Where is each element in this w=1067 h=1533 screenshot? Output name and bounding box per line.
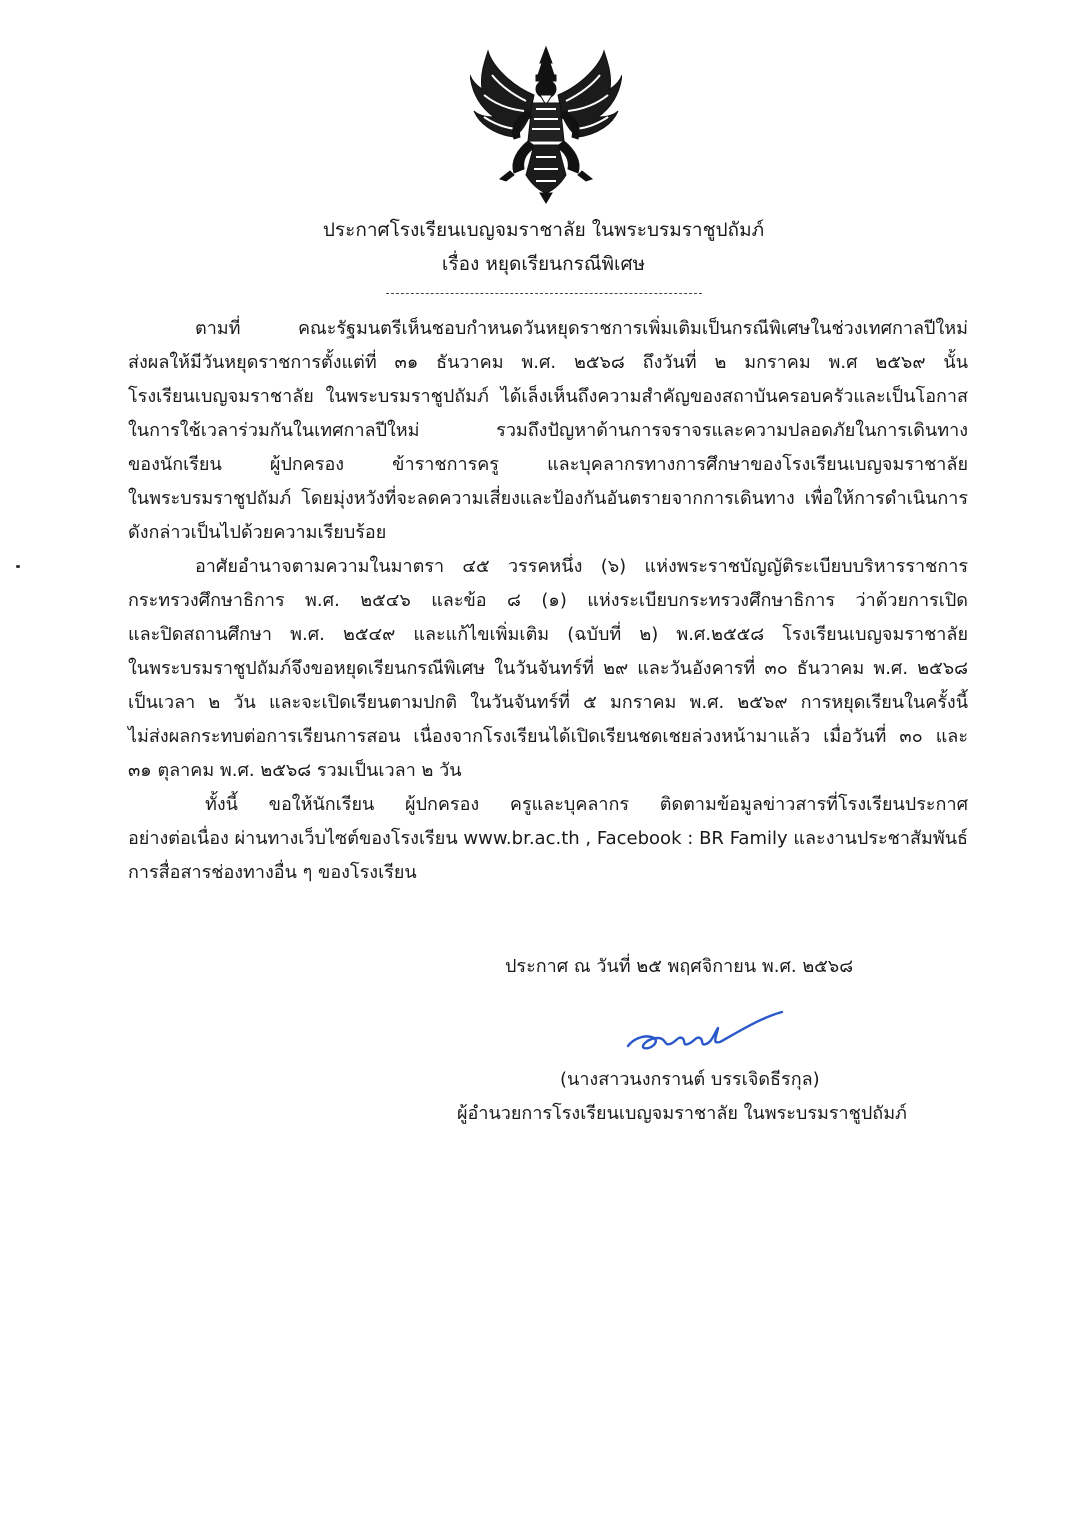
garuda-emblem-icon [470, 45, 622, 205]
paragraph-3-line: การสื่อสารช่องทางอื่น ๆ ของโรงเรียน [128, 862, 417, 883]
signer-title: ผู้อำนวยการโรงเรียนเบญจมราชาลัย ในพระบรมราชูปถัมภ์ [457, 1103, 907, 1124]
paragraph-2-line: ในพระบรมราชูปถัมภ์จึงขอหยุดเรียนกรณีพิเศษ ในวันจันทร์ที่ ๒๙ และวันอังคารที่ ๓๐ ธันวาคม พ.ศ. ๒๕๖๘ [128, 658, 969, 679]
paragraph-1-line: ในการใช้เวลาร่วมกันในเทศกาลปีใหม่ รวมถึงปัญหาด้านการจราจรและความปลอดภัยในการเดินทาง [128, 420, 968, 441]
paragraph-3-line: อย่างต่อเนื่อง ผ่านทางเว็บไซต์ของโรงเรียน www.br.ac.th , Facebook : BR Family และงานประชาสัมพันธ์ [128, 828, 968, 849]
paragraph-1-line: ของนักเรียน ผู้ปกครอง ข้าราชการครู และบุคลากรทางการศึกษาของโรงเรียนเบญจมราชาลัย [128, 454, 968, 475]
heading-divider [386, 293, 702, 294]
paragraph-1-line: ดังกล่าวเป็นไปด้วยความเรียบร้อย [128, 522, 387, 543]
paragraph-3-line: ทั้งนี้ ขอให้นักเรียน ผู้ปกครอง ครูและบุคลากร ติดตามข้อมูลข่าวสารที่โรงเรียนประกาศ [205, 794, 968, 815]
paragraph-1-line: ในพระบรมราชูปถัมภ์ โดยมุ่งหวังที่จะลดความเสี่ยงและป้องกันอันตรายจากการเดินทาง เพื่อให้การดำเนินการ [128, 488, 968, 509]
scan-speck [16, 565, 20, 568]
paragraph-2-line: และปิดสถานศึกษา พ.ศ. ๒๕๔๙ และแก้ไขเพิ่มเติม (ฉบับที่ ๒) พ.ศ.๒๕๕๘ โรงเรียนเบญจมราชาลัย [128, 624, 968, 645]
paragraph-2-line: ไม่ส่งผลกระทบต่อการเรียนการสอน เนื่องจากโรงเรียนได้เปิดเรียนชดเชยล่วงหน้ามาแล้ว เมื่อวันที่ ๓๐ และ [128, 726, 968, 747]
paragraph-1-line: ส่งผลให้มีวันหยุดราชการตั้งแต่ที่ ๓๑ ธันวาคม พ.ศ. ๒๕๖๘ ถึงวันที่ ๒ มกราคม พ.ศ ๒๕๖๙ นั้น [128, 352, 968, 373]
announcement-date: ประกาศ ณ วันที่ ๒๕ พฤศจิกายน พ.ศ. ๒๕๖๘ [505, 956, 854, 977]
announcement-subject: เรื่อง หยุดเรียนกรณีพิเศษ [441, 253, 646, 275]
announcement-heading: ประกาศโรงเรียนเบญจมราชาลัย ในพระบรมราชูปถัมภ์ [322, 219, 765, 241]
paragraph-1-line: โรงเรียนเบญจมราชาลัย ในพระบรมราชูปถัมภ์ ได้เล็งเห็นถึงความสำคัญของสถาบันครอบครัวและเป็นโอกาส [128, 386, 968, 407]
signature-icon [620, 998, 790, 1058]
signer-name: (นางสาวนงกรานต์ บรรเจิดธีรกุล) [560, 1069, 820, 1090]
paragraph-2-line: กระทรวงศึกษาธิการ พ.ศ. ๒๕๔๖ และข้อ ๘ (๑) แห่งระเบียบกระทรวงศึกษาธิการ ว่าด้วยการเปิด [128, 590, 968, 611]
paragraph-2-line: เป็นเวลา ๒ วัน และจะเปิดเรียนตามปกติ ในวันจันทร์ที่ ๕ มกราคม พ.ศ. ๒๕๖๙ การหยุดเรียนในครั้งนี้ [128, 692, 968, 713]
paragraph-2-line: ๓๑ ตุลาคม พ.ศ. ๒๕๖๘ รวมเป็นเวลา ๒ วัน [128, 760, 462, 781]
paragraph-1-line: ตามที่ คณะรัฐมนตรีเห็นชอบกำหนดวันหยุดราชการเพิ่มเติมเป็นกรณีพิเศษในช่วงเทศกาลปีใหม่ [195, 318, 968, 339]
paragraph-2-line: อาศัยอำนาจตามความในมาตรา ๔๕ วรรคหนึ่ง (๖) แห่งพระราชบัญญัติระเบียบบริหารราชการ [195, 556, 968, 577]
